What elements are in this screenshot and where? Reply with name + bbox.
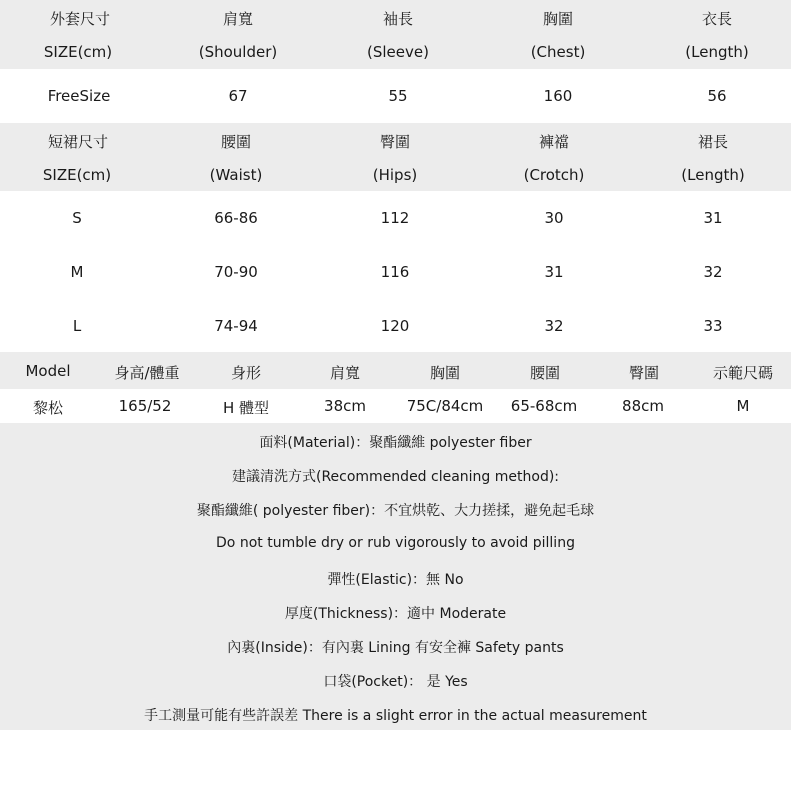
table-cell: 120	[380, 317, 410, 335]
table-cell: 胸圍	[542, 10, 574, 28]
table-cell: (Length)	[681, 166, 745, 184]
material-line: 面料(Material)：聚酯纖維 polyester fiber	[259, 435, 532, 451]
elastic-line: 彈性(Elastic)：無 No	[327, 572, 464, 588]
table-cell: SIZE(cm)	[42, 166, 112, 184]
table-cell: (Length)	[685, 43, 749, 61]
wash-zh-line: 聚酯纖維( polyester fiber)：不宜烘乾、大力搓揉，避免起毛球	[196, 503, 595, 519]
table-cell: M	[70, 263, 84, 281]
table-cell: 身高/體重	[114, 364, 180, 382]
table-cell: 臀圍	[379, 133, 411, 151]
wash-en-line: Do not tumble dry or rub vigorously to avoid pilling	[216, 535, 575, 551]
pocket-line: 口袋(Pocket)： 是 Yes	[323, 674, 468, 690]
table-cell: 外套尺寸	[49, 10, 111, 28]
measurement-error-line: 手工測量可能有些許誤差 There is a slight error in the actual measurement	[144, 708, 647, 724]
table-cell: 38cm	[324, 397, 366, 415]
table-cell: 胸圍	[429, 364, 461, 382]
table-cell: 55	[388, 87, 408, 105]
table-cell: 165/52	[118, 397, 172, 415]
table-cell: 腰圍	[220, 133, 252, 151]
table-cell: 75C/84cm	[406, 397, 484, 415]
table-cell: 黎松	[32, 399, 64, 417]
table-cell: S	[72, 209, 82, 227]
table-cell: 腰圍	[529, 364, 561, 382]
table-cell: 65-68cm	[510, 397, 578, 415]
table-cell: 30	[544, 209, 564, 227]
table-cell: FreeSize	[47, 87, 111, 105]
table-cell: 31	[703, 209, 723, 227]
table-cell: 短裙尺寸	[47, 133, 109, 151]
table-cell: 66-86	[214, 209, 258, 227]
table-cell: M	[736, 397, 750, 415]
table-cell: (Sleeve)	[367, 43, 429, 61]
thickness-line: 厚度(Thickness)：適中 Moderate	[284, 606, 507, 622]
table-cell: 116	[380, 263, 410, 281]
table-cell: 32	[703, 263, 723, 281]
wash-title-line: 建議清洗方式(Recommended cleaning method):	[231, 469, 560, 485]
table-cell: 160	[543, 87, 573, 105]
table-cell: 袖長	[382, 10, 414, 28]
table-cell: (Crotch)	[523, 166, 585, 184]
table-cell: (Chest)	[530, 43, 586, 61]
table-cell: 示範尺碼	[712, 364, 774, 382]
table-cell: Model	[25, 362, 71, 380]
table-cell: 74-94	[214, 317, 258, 335]
table-cell: 112	[380, 209, 410, 227]
table-cell: 衣長	[701, 10, 733, 28]
table-cell: 褲襠	[538, 133, 570, 151]
table-cell: 肩寬	[329, 364, 361, 382]
table-cell: 肩寬	[222, 10, 254, 28]
table-cell: 56	[707, 87, 727, 105]
table-cell: 臀圍	[628, 364, 660, 382]
table-cell: (Waist)	[209, 166, 263, 184]
table-cell: (Shoulder)	[198, 43, 278, 61]
table-cell: 70-90	[214, 263, 258, 281]
table-cell: 31	[544, 263, 564, 281]
table-cell: L	[72, 317, 82, 335]
inside-line: 內裏(Inside)：有內裏 Lining 有安全褲 Safety pants	[227, 640, 564, 656]
table-cell: 33	[703, 317, 723, 335]
table-cell: 裙長	[697, 133, 729, 151]
table-cell: 67	[228, 87, 248, 105]
table-cell: 32	[544, 317, 564, 335]
table-cell: 88cm	[622, 397, 664, 415]
table-cell: SIZE(cm)	[43, 43, 113, 61]
table-cell: (Hips)	[372, 166, 418, 184]
table-cell: 身形	[230, 364, 262, 382]
table-cell: H 體型	[222, 399, 270, 417]
